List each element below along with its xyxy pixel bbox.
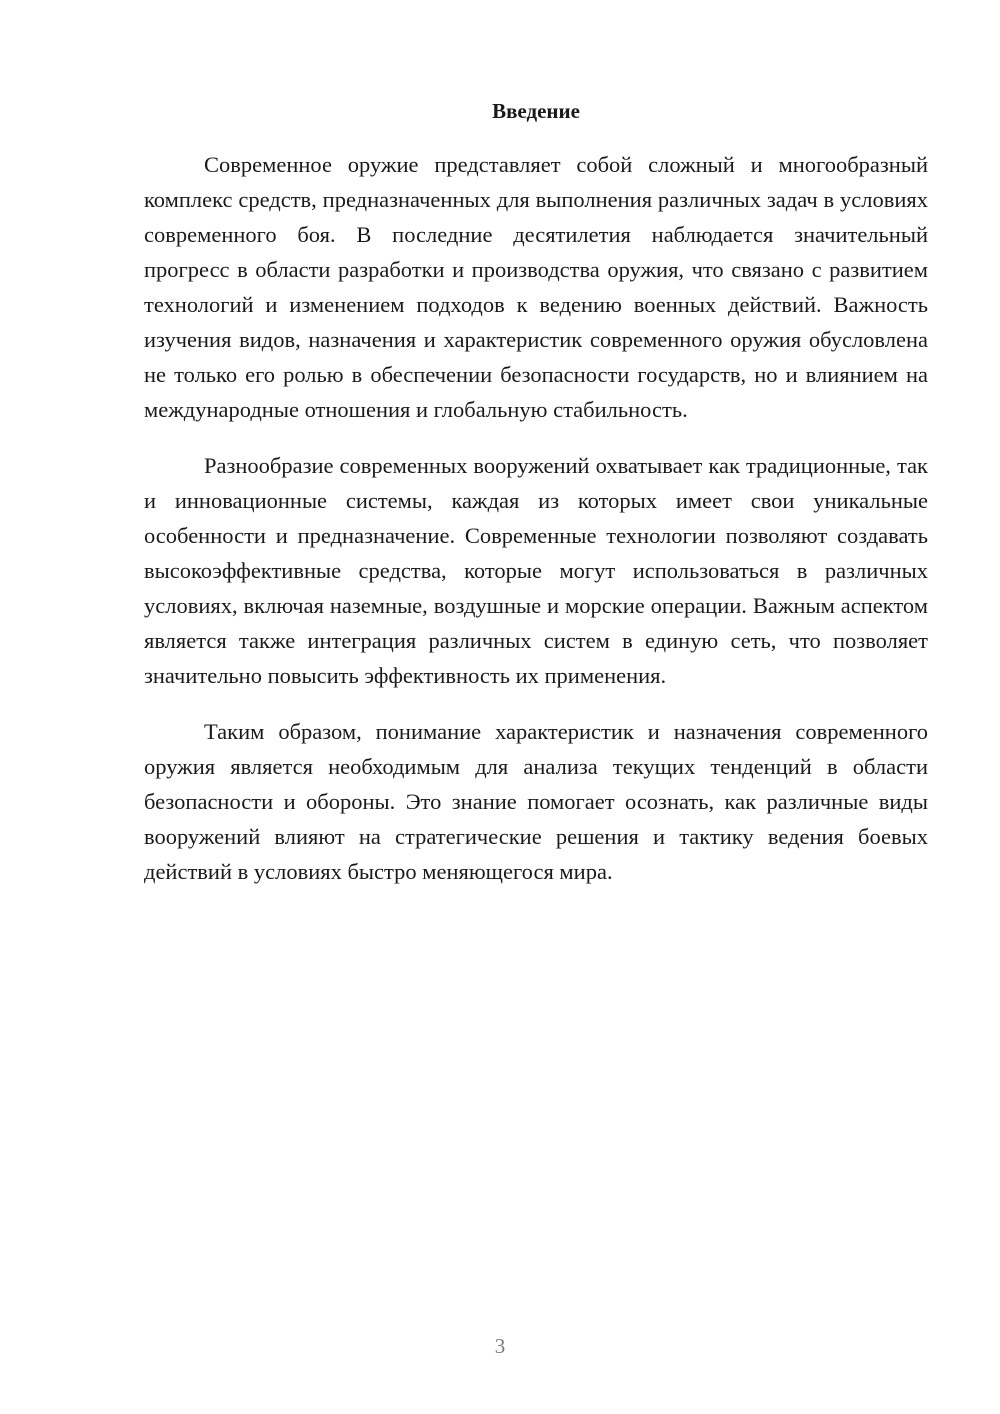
paragraph-3: Таким образом, понимание характеристик и назначения современного оружия является необходимым для анализа текущих тенденций в области безопасности и обороны. Это знание помогает осознать, как различные виды вооружений влияют на стратегические решения и тактику ведения боевых действий в условиях быстро меняющегося мира.: [144, 719, 928, 884]
page-number: 3: [494, 1334, 506, 1358]
paragraph-1: Современное оружие представляет собой сложный и многообразный комплекс средств, предназначенных для выполнения различных задач в условиях современного боя. В последние десятилетия наблюдается значительный прогресс в области разработки и производства оружия, что связано с развитием технологий и изменением подходов к ведению военных действий. Важность изучения видов, назначения и характеристик современного оружия обусловлена не только его ролью в обеспечении безопасности государств, но и влиянием на международные отношения и глобальную стабильность.: [144, 152, 928, 422]
section-heading: Введение: [492, 99, 580, 123]
page-content: [144, 98, 928, 910]
paragraph-2: Разнообразие современных вооружений охватывает как традиционные, так и инновационные системы, каждая из которых имеет свои уникальные особенности и предназначение. Современные технологии позволяют создавать высокоэффективные средства, которые могут использоваться в различных условиях, включая наземные, воздушные и морские операции. Важным аспектом является также интеграция различных систем в единую сеть, что позволяет значительно повысить эффективность их применения.: [144, 453, 928, 688]
